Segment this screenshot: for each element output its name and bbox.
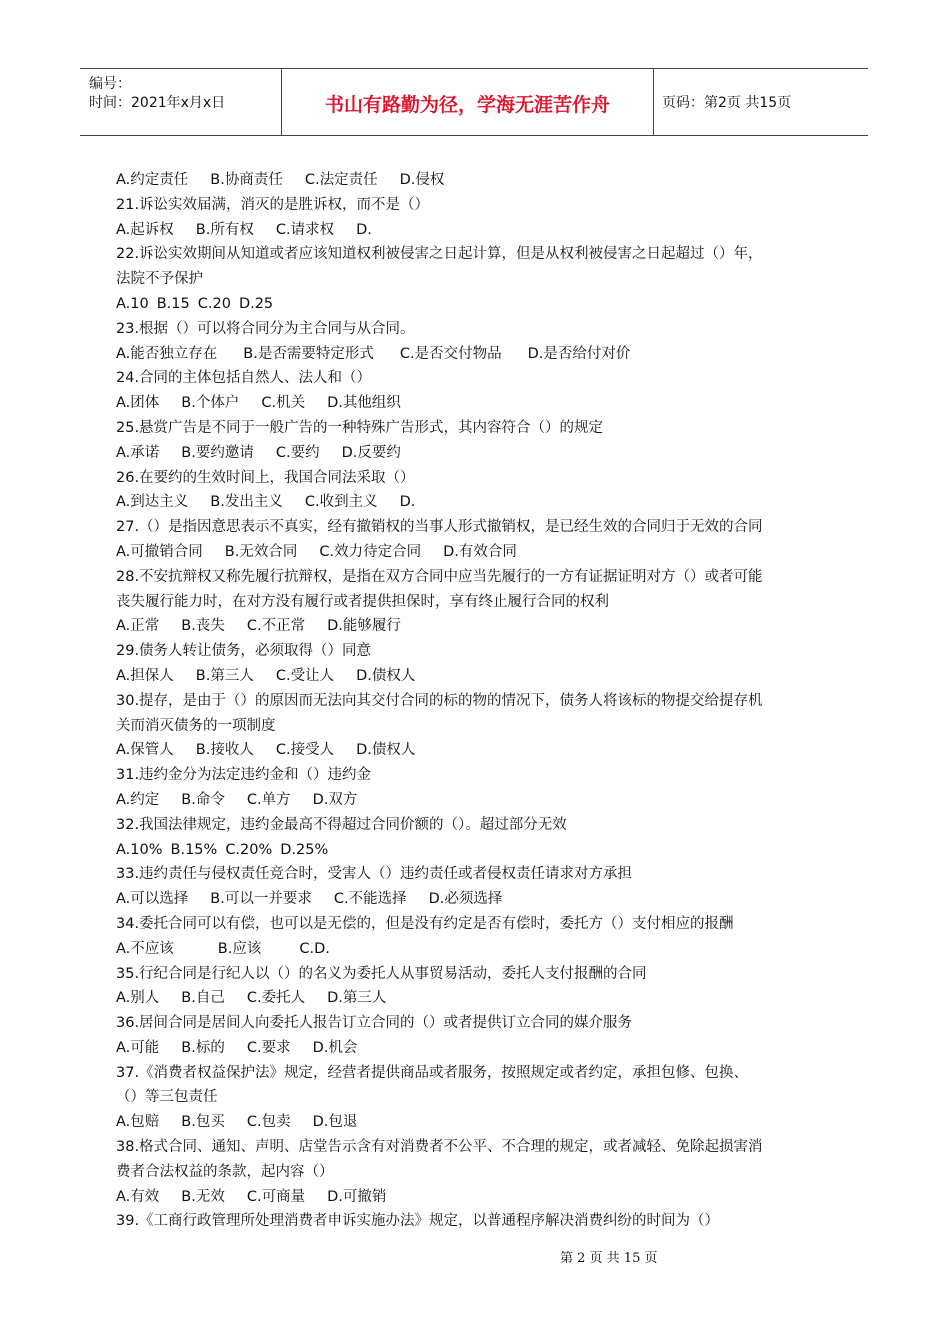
answer-option: D.债权人	[356, 667, 416, 684]
answer-option: B.无效合同	[224, 543, 298, 560]
answer-option: D.双方	[312, 791, 358, 808]
header-motto-cell	[281, 69, 654, 135]
answer-option: A.正常	[116, 618, 160, 635]
answer-option: B.要约邀请	[181, 444, 254, 461]
answer-option: A.可能	[116, 1039, 160, 1056]
question-text: 37.《消费者权益保护法》规定，经营者提供商品或者服务，按照规定或者约定，承担包修、包换、	[116, 1064, 749, 1081]
page-header	[80, 68, 868, 136]
answer-options	[116, 391, 836, 416]
answer-option: D.能够履行	[327, 618, 401, 635]
answer-option: B.15	[156, 295, 190, 312]
answer-option: C.不能选择	[333, 891, 407, 908]
answer-option: D.必须选择	[428, 891, 503, 908]
answer-options	[116, 887, 836, 912]
answer-options	[116, 664, 836, 689]
question-text: 26.在要约的生效时间上，我国合同法采取（）	[116, 469, 415, 486]
question-text: 31.违约金分为法定违约金和（）违约金	[116, 767, 372, 784]
question-text: 39.《工商行政管理所处理消费者申诉实施办法》规定，以普通程序解决消费纠纷的时间为（）	[116, 1213, 720, 1230]
answer-option: A.到达主义	[116, 494, 189, 511]
answer-option: C.20	[197, 295, 231, 312]
answer-option: C.20%	[225, 841, 273, 858]
answer-option: A.包赔	[116, 1114, 160, 1131]
answer-option: D.包退	[312, 1114, 358, 1131]
question-text: 32.我国法律规定，违约金最高不得超过合同价额的（）。超过部分无效	[116, 816, 567, 833]
answer-options	[116, 1185, 836, 1210]
answer-option: B.第三人	[195, 667, 254, 684]
answer-options	[116, 342, 836, 367]
question-text: 21.诉讼实效届满，消灭的是胜诉权，而不是（）	[116, 196, 430, 213]
answer-option: A.担保人	[116, 667, 174, 684]
answer-option: D.25	[238, 295, 274, 312]
time-label: 时间：2021年x月x日	[89, 95, 226, 111]
page-footer: 第 2 页 共 15 页	[560, 1251, 658, 1266]
answer-option: C.不正常	[246, 618, 306, 635]
question-text: 36.居间合同是居间人向委托人报告订立合同的（）或者提供订立合同的媒介服务	[116, 1015, 633, 1032]
answer-option: D.债权人	[356, 742, 416, 759]
answer-options	[116, 490, 836, 515]
answer-option: B.个体户	[181, 395, 240, 412]
answer-option: A.10	[116, 295, 149, 312]
answer-options	[116, 838, 836, 863]
answer-option: D.第三人	[327, 990, 387, 1007]
answer-options	[116, 540, 836, 565]
question-text: 30.提存，是由于（）的原因而无法向其交付合同的标的物的情况下，债务人将该标的物提交给提存机	[116, 692, 763, 709]
answer-option: B.接收人	[195, 742, 254, 759]
answer-option: C.要约	[275, 444, 320, 461]
answer-option: B.应该	[217, 940, 262, 957]
answer-option: B.发出主义	[210, 494, 283, 511]
answer-option: B.命令	[181, 791, 225, 808]
answer-option: C.可商量	[246, 1188, 306, 1205]
answer-option: C.委托人	[246, 990, 306, 1007]
question-text: 费者合法权益的条款，起内容（）	[116, 1163, 334, 1180]
question-text: 法院不予保护	[116, 271, 203, 288]
answer-option: D.有效合同	[443, 543, 517, 560]
question-text: 24.合同的主体包括自然人、法人和（）	[116, 370, 372, 387]
question-list	[116, 168, 836, 1234]
answer-option: D.机会	[312, 1039, 358, 1056]
question-text: 34.委托合同可以有偿，也可以是无偿的，但是没有约定是否有偿时，委托方（）支付相应的报酬	[116, 915, 734, 932]
answer-options	[116, 986, 836, 1011]
answer-option: C.是否交付物品	[399, 345, 502, 362]
answer-option: B.可以一并要求	[210, 891, 312, 908]
answer-option: A.不应该	[116, 940, 174, 957]
answer-option: C.单方	[246, 791, 291, 808]
question-text: 38.格式合同、通知、声明、店堂告示含有对消费者不公平、不合理的规定，或者减轻、免除起损害消	[116, 1139, 763, 1156]
answer-option: A.10%	[116, 841, 163, 858]
answer-option: C.效力待定合同	[319, 543, 422, 560]
answer-option: B.无效	[181, 1188, 225, 1205]
answer-options	[116, 738, 836, 763]
motto: 书山有路勤为径，学海无涯苦作舟	[324, 94, 610, 116]
question-text: 35.行纪合同是行纪人以（）的名义为委托人从事贸易活动，委托人支付报酬的合同	[116, 965, 647, 982]
answer-option: B.协商责任	[210, 172, 283, 188]
answer-options	[116, 1110, 836, 1135]
answer-option: A.约定	[116, 791, 160, 808]
question-text: 关而消灭债务的一项制度	[116, 717, 276, 734]
question-text: 33.违约责任与侵权责任竞合时，受害人（）违约责任或者侵权责任请求对方承担	[116, 866, 633, 883]
answer-options	[116, 614, 836, 639]
answer-option: B.15%	[170, 841, 218, 858]
answer-option: A.能否独立存在	[116, 345, 218, 362]
answer-option: D.	[356, 221, 372, 238]
answer-option: D.25%	[280, 841, 329, 858]
answer-option: C.要求	[246, 1039, 291, 1056]
answer-option: C.包卖	[246, 1114, 291, 1131]
answer-option: B.标的	[181, 1039, 225, 1056]
header-page-cell	[653, 69, 868, 135]
answer-option: C.接受人	[275, 742, 335, 759]
answer-option: A.有效	[116, 1188, 160, 1205]
answer-option: B.自己	[181, 990, 225, 1007]
question-text: 28.不安抗辩权又称先履行抗辩权，是指在双方合同中应当先履行的一方有证据证明对方（）或者可能	[116, 568, 763, 585]
answer-option: D.可撤销	[327, 1188, 387, 1205]
answer-option: B.是否需要特定形式	[243, 345, 374, 362]
answer-options	[116, 292, 836, 317]
answer-option: D.是否给付对价	[527, 345, 631, 362]
answer-option: A.可撤销合同	[116, 543, 203, 560]
question-text: 29.债务人转让债务，必须取得（）同意	[116, 643, 372, 660]
answer-option: C.请求权	[275, 221, 335, 238]
serial-label: 编号：	[89, 76, 131, 92]
answer-option: A.起诉权	[116, 221, 174, 238]
question-text: 27.（）是指因意思表示不真实，经有撤销权的当事人形式撤销权，是已经生效的合同归于无效的合同	[116, 519, 763, 536]
page-info: 页码：第2页 共15页	[662, 95, 792, 111]
question-text: 25.悬赏广告是不同于一般广告的一种特殊广告形式，其内容符合（）的规定	[116, 419, 604, 436]
answer-option: A.承诺	[116, 444, 160, 461]
question-text: 22.诉讼实效期间从知道或者应该知道权利被侵害之日起计算，但是从权利被侵害之日起超过（）年，	[116, 246, 763, 263]
answer-option: B.包买	[181, 1114, 225, 1131]
answer-options	[116, 168, 836, 193]
answer-option: A.约定责任	[116, 172, 189, 188]
answer-option: A.保管人	[116, 742, 174, 759]
answer-option: B.丧失	[181, 618, 225, 635]
answer-options	[116, 441, 836, 466]
answer-option: D.其他组织	[327, 395, 401, 412]
answer-option: C.收到主义	[304, 494, 378, 511]
answer-option: A.可以选择	[116, 891, 189, 908]
answer-option: D.侵权	[399, 172, 445, 188]
header-meta-cell	[80, 69, 280, 135]
question-text: 23.根据（）可以将合同分为主合同与从合同。	[116, 320, 415, 337]
answer-options	[116, 1036, 836, 1061]
answer-option: C.法定责任	[304, 172, 378, 188]
answer-option: C.受让人	[275, 667, 335, 684]
answer-option: A.别人	[116, 990, 160, 1007]
answer-option: B.所有权	[195, 221, 254, 238]
answer-option: A.团体	[116, 395, 160, 412]
answer-option: C.机关	[261, 395, 306, 412]
answer-option: C.D.	[299, 940, 330, 957]
answer-options	[116, 937, 836, 962]
question-text: （）等三包责任	[116, 1089, 218, 1106]
answer-option: D.	[399, 494, 416, 511]
question-text: 丧失履行能力时，在对方没有履行或者提供担保时，享有终止履行合同的权利	[116, 593, 609, 610]
answer-option: D.反要约	[341, 444, 401, 461]
answer-options	[116, 788, 836, 813]
answer-options	[116, 218, 836, 243]
